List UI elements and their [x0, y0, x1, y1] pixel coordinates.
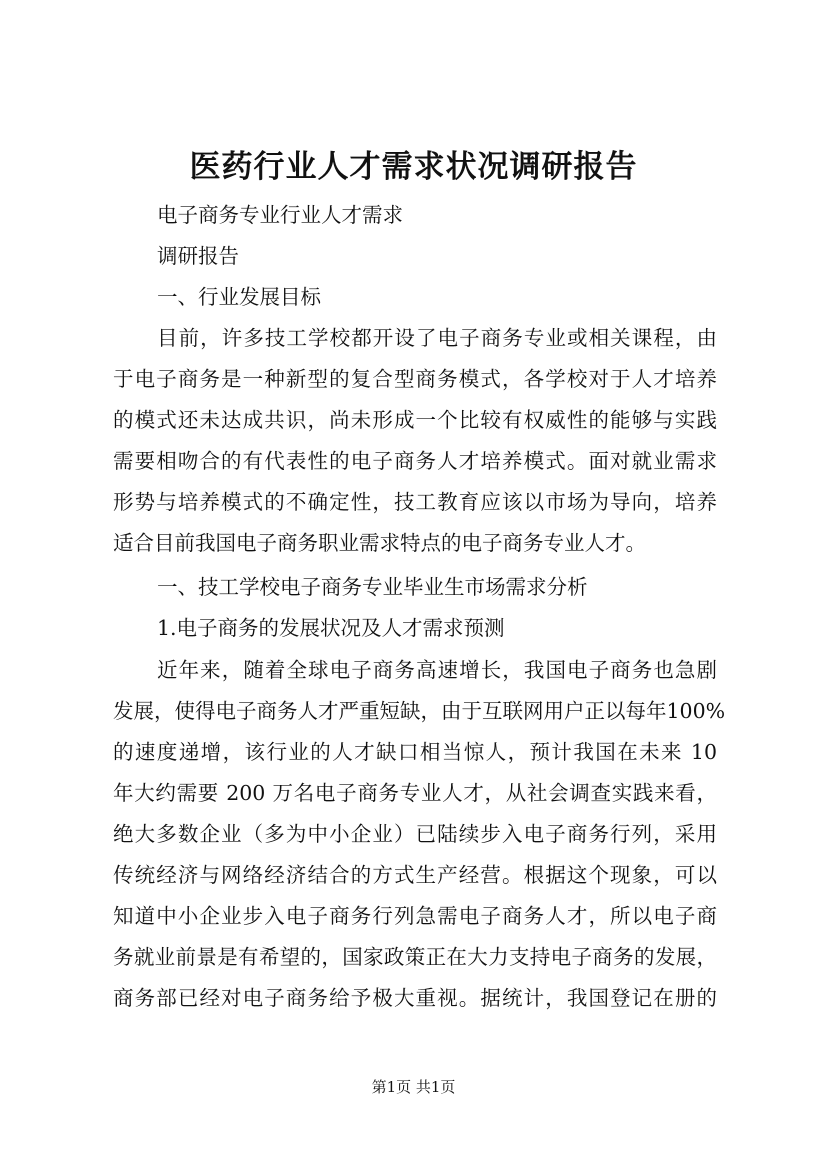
- paragraph-line: 的模式还未达成共识，尚未形成一个比较有权威性的能够与实践: [113, 408, 717, 432]
- paragraph-line: 发展，使得电子商务人才严重短缺，由于互联网用户正以每年100%: [113, 699, 726, 723]
- paragraph-line: 年大约需要 200 万名电子商务专业人才，从社会调查实践来看，: [113, 781, 717, 805]
- subsection-heading: 1.电子商务的发展状况及人才需求预测: [157, 616, 505, 640]
- paragraph-line: 绝大多数企业（多为中小企业）已陆续步入电子商务行列，采用: [113, 822, 717, 846]
- page-footer: 第1页 共1页: [371, 1078, 456, 1096]
- subtitle-line-1: 电子商务专业行业人才需求: [157, 203, 403, 227]
- paragraph-line: 近年来，随着全球电子商务高速增长，我国电子商务也急剧: [157, 658, 717, 682]
- paragraph-line: 务就业前景是有希望的，国家政策正在大力支持电子商务的发展，: [113, 945, 717, 969]
- paragraph-line: 知道中小企业步入电子商务行列急需电子商务人才，所以电子商: [113, 904, 717, 928]
- document-title: 医药行业人才需求状况调研报告: [189, 149, 638, 185]
- paragraph-line: 的速度递增，该行业的人才缺口相当惊人，预计我国在未来 10: [113, 740, 717, 764]
- paragraph-line: 于电子商务是一种新型的复合型商务模式，各学校对于人才培养: [113, 367, 717, 391]
- subtitle-line-2: 调研报告: [157, 244, 239, 268]
- section-heading-2: 一、技工学校电子商务专业毕业生市场需求分析: [157, 575, 588, 599]
- paragraph-line: 商务部已经对电子商务给予极大重视。据统计，我国登记在册的: [113, 986, 717, 1010]
- paragraph-line: 适合目前我国电子商务职业需求特点的电子商务专业人才。: [113, 531, 646, 555]
- paragraph-line: 目前，许多技工学校都开设了电子商务专业或相关课程，由: [157, 326, 717, 350]
- paragraph-line: 形势与培养模式的不确定性，技工教育应该以市场为导向，培养: [113, 490, 717, 514]
- paragraph-line: 需要相吻合的有代表性的电子商务人才培养模式。面对就业需求: [113, 449, 717, 473]
- paragraph-line: 传统经济与网络经济结合的方式生产经营。根据这个现象，可以: [113, 863, 717, 887]
- section-heading-1: 一、行业发展目标: [157, 285, 321, 309]
